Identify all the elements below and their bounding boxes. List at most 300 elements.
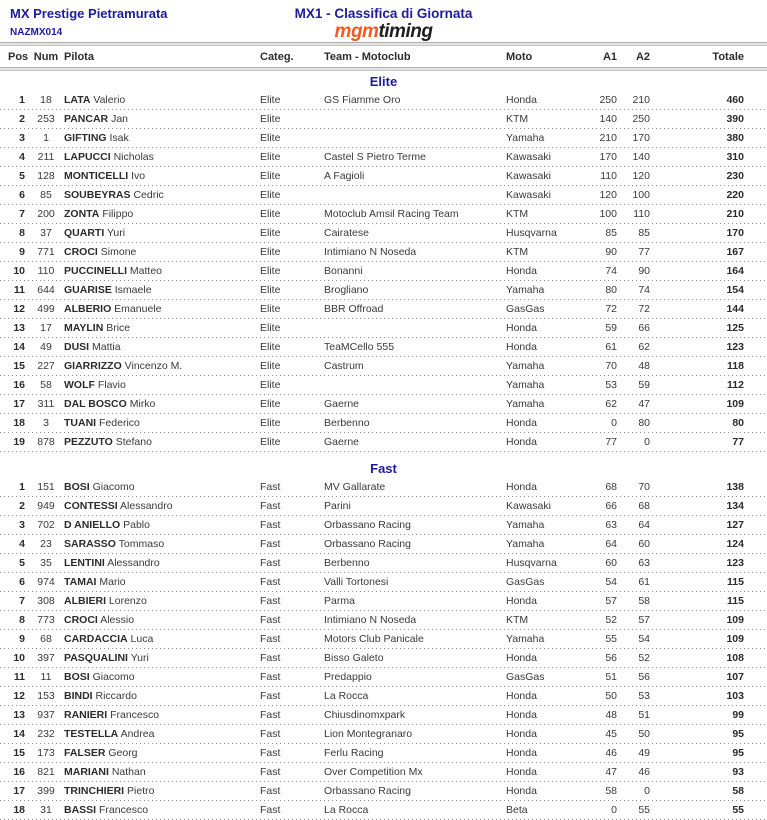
pilot-cell xyxy=(64,725,260,744)
pilot-cell xyxy=(64,706,260,725)
team-cell: Motors Club Panicale xyxy=(324,633,424,645)
col-header-team: Team - Motoclub xyxy=(324,50,411,63)
table-row xyxy=(0,129,767,148)
num-cell: 23 xyxy=(40,538,52,550)
moto-cell: KTM xyxy=(506,246,529,258)
mgm-timing-logo xyxy=(335,22,433,41)
col-header-moto: Moto xyxy=(506,50,533,63)
team-cell: Berbenno xyxy=(324,417,370,429)
moto-cell: Yamaha xyxy=(506,379,545,391)
a2-cell: 74 xyxy=(638,284,650,296)
table-row xyxy=(0,433,767,452)
team-cell: La Rocca xyxy=(324,690,369,702)
pilot-lastname: LENTINI xyxy=(64,557,105,569)
num-cell: 397 xyxy=(37,652,55,664)
team-cell: Chiusdinomxpark xyxy=(324,709,406,721)
table-row xyxy=(0,668,767,687)
pilot-firstname: Lorenzo xyxy=(108,595,147,607)
pilot-cell xyxy=(64,516,260,535)
table-row xyxy=(0,148,767,167)
team-cell: Castel S Pietro Terme xyxy=(324,151,426,163)
categ-cell: Fast xyxy=(260,519,281,531)
pos-cell: 19 xyxy=(13,436,25,448)
pilot-firstname: Giacomo xyxy=(92,671,135,683)
pos-cell: 10 xyxy=(13,265,25,277)
categ-cell: Elite xyxy=(260,417,281,429)
pilot-cell xyxy=(64,300,260,319)
pos-cell: 2 xyxy=(19,113,25,125)
pilot-lastname: MARIANI xyxy=(64,766,109,778)
moto-cell: Honda xyxy=(506,417,537,429)
categ-cell: Elite xyxy=(260,265,281,277)
table-row xyxy=(0,110,767,129)
moto-cell: Honda xyxy=(506,690,537,702)
table-row xyxy=(0,319,767,338)
pilot-firstname: Filippo xyxy=(102,208,134,220)
team-cell: Bisso Galeto xyxy=(324,652,384,664)
pilot-firstname: Andrea xyxy=(120,728,155,740)
num-cell: 68 xyxy=(40,633,52,645)
num-cell: 878 xyxy=(37,436,55,448)
col-header-pos: Pos xyxy=(8,50,29,63)
a1-cell: 52 xyxy=(605,614,617,626)
pilot-firstname: Federico xyxy=(99,417,140,429)
total-cell: 123 xyxy=(726,341,744,353)
moto-cell: Honda xyxy=(506,766,537,778)
moto-cell: GasGas xyxy=(506,576,545,588)
a1-cell: 0 xyxy=(611,417,617,429)
table-row xyxy=(0,763,767,782)
pilot-firstname: Pietro xyxy=(127,785,155,797)
a2-cell: 54 xyxy=(638,633,650,645)
team-cell: TeaMCello 555 xyxy=(324,341,395,353)
category-section xyxy=(0,71,767,452)
pilot-cell xyxy=(64,782,260,801)
header-right-spacer xyxy=(472,6,757,42)
num-cell: 253 xyxy=(37,113,55,125)
num-cell: 499 xyxy=(37,303,55,315)
pilot-firstname: Yuri xyxy=(106,227,126,239)
pilot-lastname: CONTESSI xyxy=(64,500,118,512)
pos-cell: 4 xyxy=(19,538,25,550)
pilot-cell xyxy=(64,687,260,706)
table-row xyxy=(0,281,767,300)
moto-cell: Yamaha xyxy=(506,519,545,531)
num-cell: 211 xyxy=(37,151,55,163)
pilot-lastname: DAL BOSCO xyxy=(64,398,127,410)
categ-cell: Fast xyxy=(260,728,281,740)
moto-cell: Husqvarna xyxy=(506,227,557,239)
table-row xyxy=(0,91,767,110)
total-cell: 390 xyxy=(726,113,744,125)
pilot-lastname: BASSI xyxy=(64,804,97,816)
total-cell: 134 xyxy=(726,500,744,512)
pilot-firstname: Nicholas xyxy=(113,151,154,163)
pilot-firstname: Alessandro xyxy=(107,557,160,569)
num-cell: 227 xyxy=(37,360,55,372)
pilot-cell xyxy=(64,395,260,414)
event-title: MX Prestige Pietramurata xyxy=(10,6,168,21)
table-row xyxy=(0,592,767,611)
num-cell: 17 xyxy=(40,322,52,334)
pilot-firstname: Luca xyxy=(130,633,154,645)
total-cell: 127 xyxy=(726,519,744,531)
pilot-firstname: Stefano xyxy=(115,436,152,448)
pilot-cell xyxy=(64,668,260,687)
a2-cell: 46 xyxy=(638,766,650,778)
table-header-row xyxy=(0,46,767,67)
pos-cell: 14 xyxy=(13,728,25,740)
moto-cell: Yamaha xyxy=(506,360,545,372)
a1-cell: 51 xyxy=(605,671,617,683)
pos-cell: 1 xyxy=(19,481,25,493)
num-cell: 1 xyxy=(43,132,49,144)
pos-cell: 1 xyxy=(19,94,25,106)
num-cell: 153 xyxy=(37,690,55,702)
moto-cell: KTM xyxy=(506,614,529,626)
a2-cell: 68 xyxy=(638,500,650,512)
pilot-lastname: CROCI xyxy=(64,614,98,626)
col-header-total: Totale xyxy=(712,50,744,63)
moto-cell: Kawasaki xyxy=(506,189,551,201)
pilot-firstname: Cedric xyxy=(133,189,164,201)
pilot-cell xyxy=(64,338,260,357)
pos-cell: 18 xyxy=(13,417,25,429)
moto-cell: Kawasaki xyxy=(506,170,551,182)
pilot-firstname: Tommaso xyxy=(118,538,165,550)
table-row xyxy=(0,744,767,763)
pilot-lastname: LAPUCCI xyxy=(64,151,111,163)
categ-cell: Fast xyxy=(260,804,281,816)
total-cell: 167 xyxy=(726,246,744,258)
a2-cell: 70 xyxy=(638,481,650,493)
pilot-lastname: DUSI xyxy=(64,341,90,353)
a2-cell: 50 xyxy=(638,728,650,740)
a2-cell: 59 xyxy=(638,379,650,391)
a2-cell: 57 xyxy=(638,614,650,626)
total-cell: 138 xyxy=(726,481,744,493)
team-cell: Orbassano Racing xyxy=(324,519,411,531)
a2-cell: 51 xyxy=(638,709,650,721)
a2-cell: 48 xyxy=(638,360,650,372)
a1-cell: 66 xyxy=(605,500,617,512)
pilot-cell xyxy=(64,414,260,433)
pos-cell: 14 xyxy=(13,341,25,353)
a2-cell: 60 xyxy=(638,538,650,550)
pos-cell: 9 xyxy=(19,633,25,645)
table-row xyxy=(0,186,767,205)
num-cell: 200 xyxy=(37,208,55,220)
a1-cell: 210 xyxy=(599,132,617,144)
table-row xyxy=(0,649,767,668)
a1-cell: 48 xyxy=(605,709,617,721)
table-row xyxy=(0,224,767,243)
categ-cell: Elite xyxy=(260,398,281,410)
total-cell: 210 xyxy=(726,208,744,220)
col-header-pilot: Pilota xyxy=(64,50,94,63)
pilot-lastname: SARASSO xyxy=(64,538,116,550)
pos-cell: 18 xyxy=(13,804,25,816)
a1-cell: 53 xyxy=(605,379,617,391)
categ-cell: Fast xyxy=(260,481,281,493)
a2-cell: 170 xyxy=(632,132,650,144)
pilot-cell xyxy=(64,376,260,395)
team-cell: MV Gallarate xyxy=(324,481,386,493)
table-row xyxy=(0,801,767,820)
a2-cell: 49 xyxy=(638,747,650,759)
team-cell: Cairatese xyxy=(324,227,369,239)
a2-cell: 63 xyxy=(638,557,650,569)
pilot-lastname: RANIERI xyxy=(64,709,108,721)
pilot-cell xyxy=(64,433,260,452)
pos-cell: 12 xyxy=(13,690,25,702)
moto-cell: KTM xyxy=(506,208,529,220)
a2-cell: 110 xyxy=(633,208,650,220)
team-cell: Lion Montegranaro xyxy=(324,728,413,740)
a2-cell: 140 xyxy=(632,151,650,163)
pilot-lastname: ALBERIO xyxy=(64,303,112,315)
categ-cell: Fast xyxy=(260,538,281,550)
pos-cell: 5 xyxy=(19,170,25,182)
pilot-cell xyxy=(64,801,260,820)
a1-cell: 90 xyxy=(605,246,617,258)
table-row xyxy=(0,357,767,376)
team-cell: Valli Tortonesi xyxy=(324,576,389,588)
a2-cell: 61 xyxy=(638,576,650,588)
pilot-lastname: GIARRIZZO xyxy=(64,360,122,372)
moto-cell: GasGas xyxy=(506,303,545,315)
moto-cell: Honda xyxy=(506,265,537,277)
pilot-firstname: Mario xyxy=(99,576,126,588)
a1-cell: 68 xyxy=(605,481,617,493)
pilot-lastname: PEZZUTO xyxy=(64,436,113,448)
a1-cell: 56 xyxy=(605,652,617,664)
pilot-cell xyxy=(64,243,260,262)
total-cell: 80 xyxy=(732,417,744,429)
a1-cell: 85 xyxy=(605,227,617,239)
pilot-firstname: Valerio xyxy=(93,94,126,106)
moto-cell: Honda xyxy=(506,595,537,607)
moto-cell: Yamaha xyxy=(506,132,545,144)
a1-cell: 140 xyxy=(599,113,617,125)
pilot-cell xyxy=(64,129,260,148)
table-row xyxy=(0,782,767,801)
categ-cell: Elite xyxy=(260,227,281,239)
num-cell: 937 xyxy=(37,709,55,721)
a2-cell: 210 xyxy=(632,94,650,106)
moto-cell: Honda xyxy=(506,652,537,664)
categ-cell: Elite xyxy=(260,284,281,296)
moto-cell: Honda xyxy=(506,709,537,721)
a2-cell: 72 xyxy=(638,303,650,315)
team-cell: Parini xyxy=(324,500,351,512)
pilot-cell xyxy=(64,592,260,611)
num-cell: 58 xyxy=(40,379,52,391)
a2-cell: 47 xyxy=(638,398,650,410)
category-section xyxy=(0,458,767,820)
section-title: Fast xyxy=(370,461,397,476)
num-cell: 31 xyxy=(40,804,52,816)
total-cell: 125 xyxy=(726,322,744,334)
table-row xyxy=(0,554,767,573)
total-cell: 170 xyxy=(726,227,744,239)
pilot-firstname: Flavio xyxy=(97,379,126,391)
a1-cell: 59 xyxy=(605,322,617,334)
moto-cell: Yamaha xyxy=(506,538,545,550)
a1-cell: 54 xyxy=(605,576,617,588)
sections xyxy=(0,71,767,820)
team-cell: Motoclub Amsil Racing Team xyxy=(324,208,459,220)
pos-cell: 12 xyxy=(13,303,25,315)
team-cell: Brogliano xyxy=(324,284,369,296)
pilot-lastname: QUARTI xyxy=(64,227,105,239)
pilot-lastname: TUANI xyxy=(64,417,97,429)
num-cell: 949 xyxy=(37,500,55,512)
logo-part-timing: timing xyxy=(378,21,433,42)
table-row xyxy=(0,205,767,224)
a2-cell: 62 xyxy=(638,341,650,353)
pilot-cell xyxy=(64,478,260,497)
pos-cell: 4 xyxy=(19,151,25,163)
a1-cell: 60 xyxy=(605,557,617,569)
categ-cell: Fast xyxy=(260,747,281,759)
team-cell: A Fagioli xyxy=(324,170,365,182)
pilot-lastname: PUCCINELLI xyxy=(64,265,127,277)
table-row xyxy=(0,262,767,281)
total-cell: 77 xyxy=(732,436,744,448)
section-title: Elite xyxy=(369,74,398,89)
a2-cell: 90 xyxy=(638,265,650,277)
table-row xyxy=(0,573,767,592)
num-cell: 37 xyxy=(40,227,52,239)
a2-cell: 56 xyxy=(638,671,650,683)
pilot-firstname: Francesco xyxy=(99,804,149,816)
pilot-lastname: PANCAR xyxy=(64,113,109,125)
num-cell: 151 xyxy=(37,481,55,493)
a1-cell: 72 xyxy=(605,303,617,315)
total-cell: 230 xyxy=(726,170,744,182)
pilot-firstname: Georg xyxy=(108,747,138,759)
num-cell: 974 xyxy=(37,576,55,588)
a1-cell: 64 xyxy=(605,538,617,550)
pilot-lastname: SOUBEYRAS xyxy=(64,189,131,201)
a2-cell: 58 xyxy=(638,595,650,607)
pilot-cell xyxy=(64,205,260,224)
moto-cell: Honda xyxy=(506,94,537,106)
num-cell: 773 xyxy=(37,614,55,626)
col-header-num: Num xyxy=(33,50,59,63)
pos-cell: 8 xyxy=(19,614,25,626)
a1-cell: 61 xyxy=(605,341,617,353)
a1-cell: 55 xyxy=(605,633,617,645)
table-row xyxy=(0,376,767,395)
total-cell: 118 xyxy=(727,360,744,372)
table-row xyxy=(0,243,767,262)
pos-cell: 3 xyxy=(19,519,25,531)
total-cell: 115 xyxy=(727,595,744,607)
moto-cell: Kawasaki xyxy=(506,151,551,163)
pos-cell: 7 xyxy=(19,208,25,220)
team-cell: GS Fiamme Oro xyxy=(324,94,401,106)
event-code: NAZMX014 xyxy=(10,27,63,38)
categ-cell: Fast xyxy=(260,652,281,664)
col-header-a2: A2 xyxy=(635,50,650,63)
pilot-cell xyxy=(64,535,260,554)
report-title: MX1 - Classifica di Giornata xyxy=(294,6,473,21)
categ-cell: Elite xyxy=(260,94,281,106)
moto-cell: Honda xyxy=(506,341,537,353)
pilot-cell xyxy=(64,91,260,110)
categ-cell: Elite xyxy=(260,132,281,144)
pilot-lastname: D ANIELLO xyxy=(64,519,121,531)
a2-cell: 0 xyxy=(644,785,650,797)
categ-cell: Elite xyxy=(260,170,281,182)
total-cell: 108 xyxy=(726,652,744,664)
moto-cell: Beta xyxy=(506,804,528,816)
table-row xyxy=(0,167,767,186)
pilot-lastname: GUARISE xyxy=(64,284,112,296)
pilot-firstname: Giacomo xyxy=(92,481,135,493)
moto-cell: Husqvarna xyxy=(506,557,557,569)
categ-cell: Elite xyxy=(260,208,281,220)
a2-cell: 53 xyxy=(638,690,650,702)
num-cell: 35 xyxy=(40,557,52,569)
pos-cell: 15 xyxy=(13,360,25,372)
team-cell: Berbenno xyxy=(324,557,370,569)
pilot-lastname: ALBIERI xyxy=(64,595,106,607)
a1-cell: 110 xyxy=(600,170,617,182)
col-header-categ: Categ. xyxy=(260,50,294,63)
pos-cell: 7 xyxy=(19,595,25,607)
num-cell: 644 xyxy=(37,284,55,296)
categ-cell: Elite xyxy=(260,113,281,125)
total-cell: 144 xyxy=(726,303,744,315)
num-cell: 308 xyxy=(37,595,55,607)
team-cell: Parma xyxy=(324,595,355,607)
pos-cell: 6 xyxy=(19,576,25,588)
moto-cell: Honda xyxy=(506,728,537,740)
num-cell: 821 xyxy=(37,766,55,778)
pilot-firstname: Ismaele xyxy=(114,284,152,296)
moto-cell: KTM xyxy=(506,113,529,125)
num-cell: 110 xyxy=(37,265,55,277)
table-row xyxy=(0,338,767,357)
total-cell: 112 xyxy=(727,379,744,391)
num-cell: 399 xyxy=(37,785,55,797)
categ-cell: Elite xyxy=(260,360,281,372)
moto-cell: Yamaha xyxy=(506,398,545,410)
pilot-lastname: FALSER xyxy=(64,747,106,759)
pilot-firstname: Brice xyxy=(106,322,131,334)
pos-cell: 8 xyxy=(19,227,25,239)
categ-cell: Elite xyxy=(260,322,281,334)
moto-cell: Yamaha xyxy=(506,633,545,645)
total-cell: 310 xyxy=(726,151,744,163)
pilot-cell xyxy=(64,763,260,782)
moto-cell: Honda xyxy=(506,436,537,448)
table-row xyxy=(0,516,767,535)
pilot-firstname: Alessandro xyxy=(120,500,173,512)
total-cell: 220 xyxy=(726,189,744,201)
pos-cell: 3 xyxy=(19,132,25,144)
categ-cell: Fast xyxy=(260,557,281,569)
a2-cell: 66 xyxy=(638,322,650,334)
pilot-cell xyxy=(64,573,260,592)
categ-cell: Fast xyxy=(260,785,281,797)
total-cell: 124 xyxy=(726,538,744,550)
pilot-firstname: Isak xyxy=(109,132,129,144)
categ-cell: Elite xyxy=(260,379,281,391)
